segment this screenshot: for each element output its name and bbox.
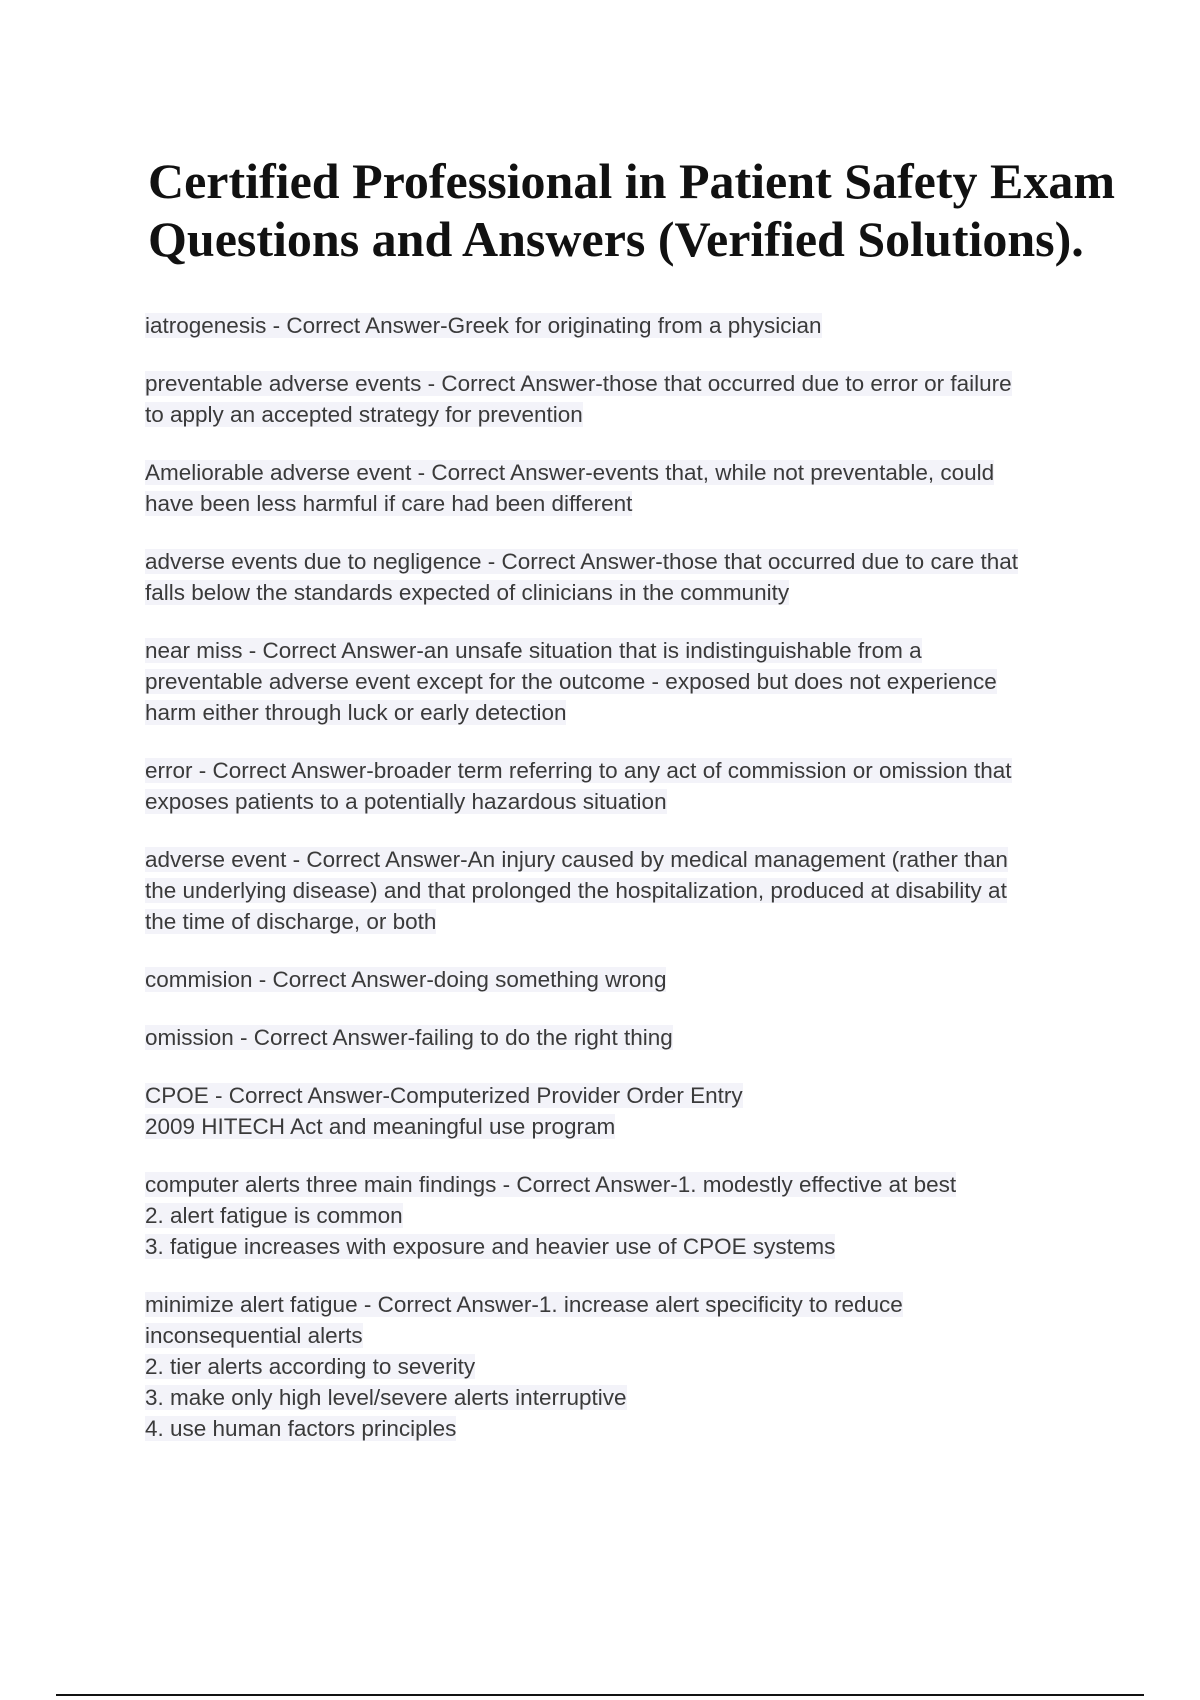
qa-item <box>145 1024 1105 1055</box>
qa-line: omission - Correct Answer-failing to do the right thing <box>145 1025 673 1050</box>
qa-item <box>145 370 1105 432</box>
qa-line: 2. tier alerts according to severity <box>145 1354 476 1379</box>
qa-line: falls below the standards expected of clinicians in the community <box>145 580 790 605</box>
qa-line: inconsequential alerts <box>145 1323 363 1348</box>
qa-line: minimize alert fatigue - Correct Answer-1. increase alert specificity to reduce <box>145 1292 903 1317</box>
qa-line: 4. use human factors principles <box>145 1416 457 1441</box>
qa-line: adverse events due to negligence - Correct Answer-those that occurred due to care that <box>145 549 1018 574</box>
qa-line: harm either through luck or early detection <box>145 700 567 725</box>
qa-item <box>145 757 1105 819</box>
qa-item <box>145 1291 1105 1446</box>
qa-line: computer alerts three main findings - Correct Answer-1. modestly effective at best <box>145 1172 957 1197</box>
qa-line: error - Correct Answer-broader term referring to any act of commission or omission that <box>145 758 1012 783</box>
qa-item <box>145 637 1105 730</box>
qa-line: the time of discharge, or both <box>145 909 437 934</box>
qa-item <box>145 548 1105 610</box>
qa-item <box>145 1082 1105 1144</box>
qa-line: have been less harmful if care had been different <box>145 491 633 516</box>
qa-line: iatrogenesis - Correct Answer-Greek for originating from a physician <box>145 313 822 338</box>
qa-item <box>145 459 1105 521</box>
qa-line: near miss - Correct Answer-an unsafe situation that is indistinguishable from a <box>145 638 922 663</box>
qa-line: 3. make only high level/severe alerts interruptive <box>145 1385 627 1410</box>
qa-line: preventable adverse event except for the outcome - exposed but does not experience <box>145 669 997 694</box>
qa-line: the underlying disease) and that prolonged the hospitalization, produced at disability at <box>145 878 1007 903</box>
qa-item <box>145 1171 1105 1264</box>
qa-line: adverse event - Correct Answer-An injury caused by medical management (rather than <box>145 847 1008 872</box>
qa-line: preventable adverse events - Correct Answer-those that occurred due to error or failure <box>145 371 1012 396</box>
qa-list <box>145 312 1105 1473</box>
qa-line: 2. alert fatigue is common <box>145 1203 403 1228</box>
qa-line: 3. fatigue increases with exposure and heavier use of CPOE systems <box>145 1234 836 1259</box>
qa-line: Ameliorable adverse event - Correct Answer-events that, while not preventable, could <box>145 460 995 485</box>
qa-item <box>145 312 1105 343</box>
qa-line: CPOE - Correct Answer-Computerized Provider Order Entry <box>145 1083 743 1108</box>
document-title: Certified Professional in Patient Safety Exam Questions and Answers (Verified Solutions). <box>148 153 1115 267</box>
qa-item <box>145 966 1105 997</box>
qa-line: 2009 HITECH Act and meaningful use program <box>145 1114 616 1139</box>
qa-line: commision - Correct Answer-doing something wrong <box>145 967 667 992</box>
qa-line: exposes patients to a potentially hazardous situation <box>145 789 667 814</box>
qa-line: to apply an accepted strategy for prevention <box>145 402 583 427</box>
page-bottom-rule <box>56 1694 1144 1696</box>
qa-item <box>145 846 1105 939</box>
